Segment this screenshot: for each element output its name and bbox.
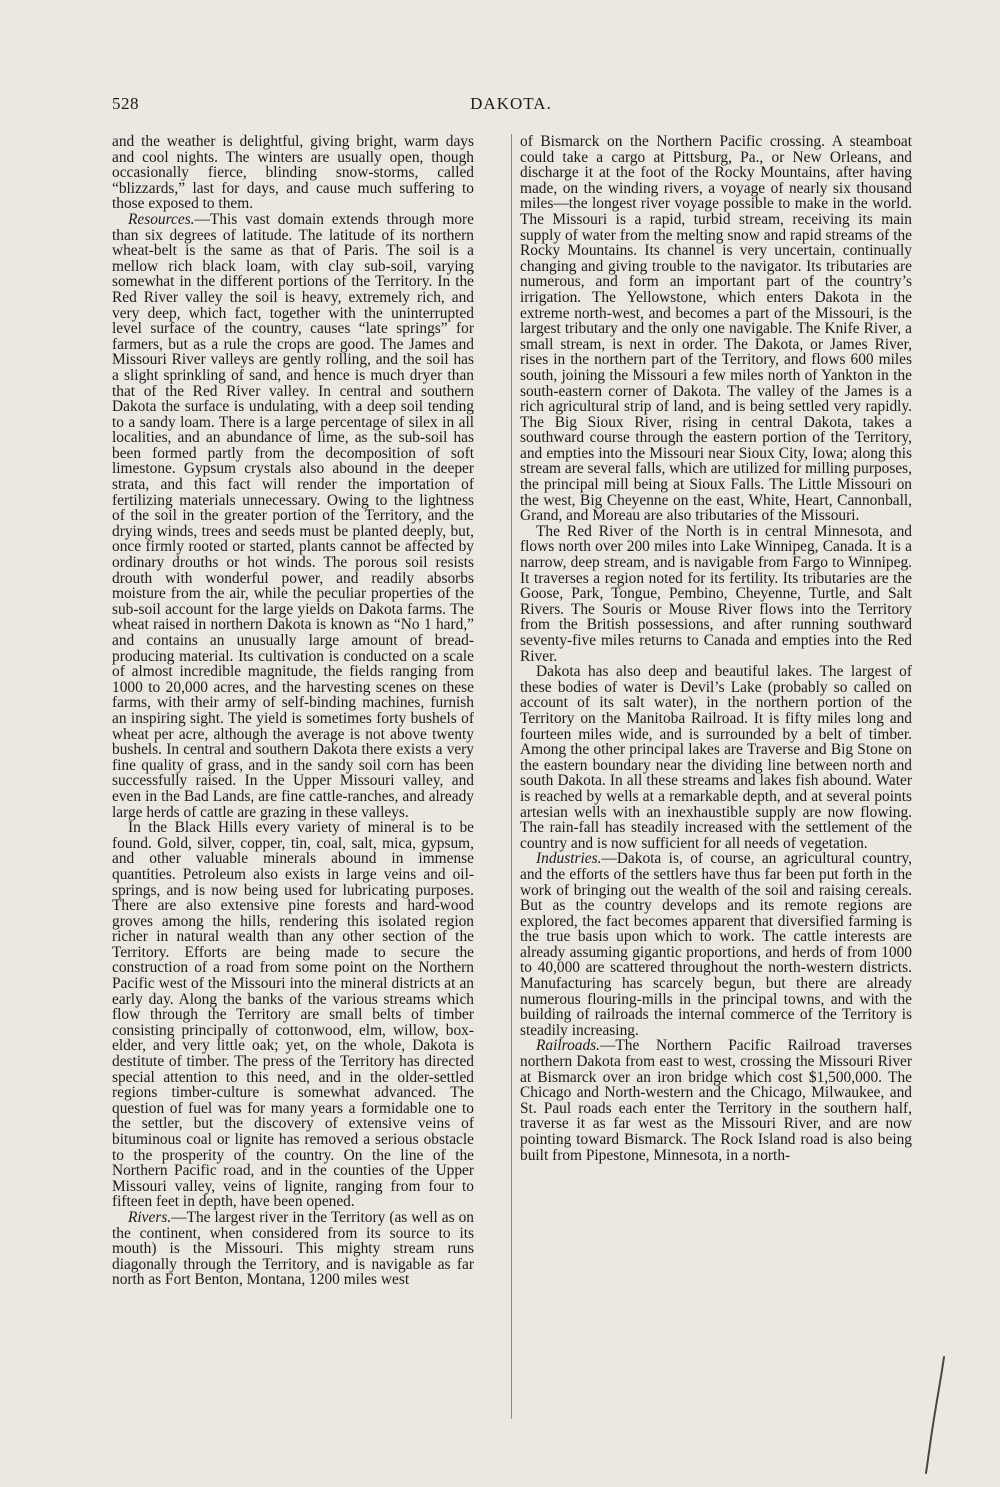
paragraph-resources xyxy=(112,212,474,820)
paragraph-rivers xyxy=(112,1210,474,1288)
paragraph-industries xyxy=(520,851,912,1038)
left-column xyxy=(112,134,474,1424)
right-column xyxy=(520,134,912,1424)
paragraph: Dakota has also deep and beautiful lakes. The largest of these bodies of water is Devil’s Lake (probably so called on account of its salt water), in the northern portion of the Territory on the Manitoba Railroad. It is fifty miles long and fourteen miles wide, and is surrounded by a belt of timber. Among the other principal lakes are Traverse and Big Stone on the eastern boundary near the dividing line between north and south Dakota. In all these streams and lakes fish abound. Water is reached by wells at a remarkable depth, and at several points artesian wells with an inexhaustible supply are now flowing. The rain-fall has steadily increased with the settlement of the country and is now sufficient for all needs of vegetation. xyxy=(520,663,912,852)
paragraph-text: —The Northern Pacific Railroad traverses northern Dakota from east to west, crossing the Missouri River at Bismarck over an iron bridge which cost $1,500,000. The Chicago and North-western and the Chicago, Milwaukee, and St. Paul roads each enter the Territory in the southern half, traverse it as far west as the Missouri River, and are now pointing toward Bismarck. The Rock Island road is also being built from Pipestone, Minnesota, in a north- xyxy=(520,1037,912,1164)
running-head: DAKOTA. xyxy=(470,94,552,113)
page-header xyxy=(112,94,910,118)
paragraph: In the Black Hills every variety of mineral is to be found. Gold, silver, copper, tin, coal, salt, mica, gypsum, and other valuable minerals abound in immense quantities. Petroleum also exists in large veins and oil-springs, and is now being used for lubricating purposes. There are also extensive pine forests and hard-wood groves among the hills, rendering this isolated region richer in natural wealth than any other section of the Territory. Efforts are being made to secure the construction of a road from some point on the Northern Pacific west of the Missouri into the mineral districts at an early day. Along the banks of the various streams which flow through the Territory are small belts of timber consisting principally of cottonwood, elm, willow, box-elder, and very little oak; yet, on the whole, Dakota is destitute of timber. The press of the Territory has directed special attention to this need, and in the older-settled regions timber-culture is somewhat advanced. The question of fuel was for many years a formidable one to the settler, but the discovery of extensive veins of bituminous coal or lignite has removed a serious obstacle to the prosperity of the country. On the line of the Northern Pacific road, and in the counties of the Upper Missouri valley, veins of lignite, ranging from four to fifteen feet in depth, have been opened. xyxy=(112,819,474,1211)
section-heading-rivers: Rivers. xyxy=(128,1208,172,1226)
paragraph-railroads xyxy=(520,1038,912,1163)
pencil-mark xyxy=(918,1355,948,1475)
column-divider xyxy=(511,134,512,1419)
paragraph: The Red River of the North is in central Minnesota, and flows north over 200 miles into Lake Winnipeg, Canada. It is a narrow, deep stream, and is navigable from Fargo to Winnipeg. It traverses a region noted for its fertility. Its tributaries are the Goose, Park, Tongue, Pembino, Cheyenne, Turtle, and Salt Rivers. The Souris or Mouse River flows into the Territory from the British possessions, and after running southward seventy-five miles returns to Canada and empties into the Red River. xyxy=(520,522,912,665)
paragraph-text: —Dakota is, of course, an agricultural country, and the efforts of the settlers have thus far been put forth in the work of bringing out the wealth of the soil and raising cereals. But as the country develops and its remote regions are explored, the fact becomes apparent that diversified farming is the true basis upon which to work. The cattle interests are already assuming gigantic proportions, and herds of from 1000 to 40,000 are scattered throughout the north-western districts. Manufacturing has scarcely begun, but there are already numerous flouring-mills in the principal towns, and with the building of railroads the internal commerce of the Territory is steadily increasing. xyxy=(520,850,912,1039)
paragraph-text: —This vast domain extends through more than six degrees of latitude. The latitude of its northern wheat-belt is the same as that of Paris. The soil is a mellow rich black loam, with clay sub-soil, varying somewhat in the different portions of the Territory. In the Red River valley the soil is heavy, extremely rich, and very deep, which fact, together with the uninterrupted level surface of the country, causes “late springs” for farmers, but as a rule the crops are good. The James and Missouri River valleys are gently rolling, and the soil has a slight sprinkling of sand, and hence is much dryer than that of the Red River valley. In central and southern Dakota the surface is undulating, with a deep soil tending to a sandy loam. There is a large percentage of silex in all localities, and an abundance of lime, as the sub-soil has been formed partly from the decomposition of soft limestone. Gypsum crystals also abound in the deeper strata, and this fact will render the importation of fertilizing materials unnecessary. Owing to the lightness of the soil in the greater portion of the Territory, and the drying winds, trees and seeds must be planted deeply, but, once firmly rooted or started, plants cannot be affected by ordinary drouths or hot winds. The porous soil resists drouth with wonderful power, and readily absorbs moisture from the air, while the peculiar properties of the sub-soil account for the large yields on Dakota farms. The wheat raised in northern Dakota is known as “No 1 hard,” and contains an unusually large amount of bread-producing material. Its cultivation is conducted on a scale of almost incredible magnitude, the fields ranging from 1000 to 20,000 acres, and the harvesting scenes on these farms, with their army of self-binding machines, furnish an inspiring sight. The yield is sometimes forty bushels of wheat per acre, although the average is not above twenty bushels. In central and southern Dakota there exists a very fine quality of grass, and in the sandy soil corn has been successfully raised. In the Upper Missouri valley, and even in the Bad Lands, are fine cattle-ranches, and already large herds of cattle are grazing in these valleys. xyxy=(112,210,474,821)
paragraph-text: —The largest river in the Territory (as well as on the continent, when considered from its source to its mouth) is the Missouri. This mighty stream runs diagonally through the Territory, and is navigable as far north as Fort Benton, Montana, 1200 miles west xyxy=(112,1208,474,1289)
paragraph: of Bismarck on the Northern Pacific crossing. A steamboat could take a cargo at Pittsburg, Pa., or New Orleans, and discharge it at the foot of the Rocky Mountains, after having made, on the winding rivers, a voyage of nearly six thousand miles—the longest river voyage possible to make in the world. The Missouri is a rapid, turbid stream, receiving its main supply of water from the melting snow and rapid streams of the Rocky Mountains. Its channel is very uncertain, continually changing and giving trouble to the navigator. Its tributaries are numerous, and form an important part of the country’s irrigation. The Yellowstone, which enters Dakota in the extreme north-west, and becomes a part of the Missouri, is the largest tributary and the only one navigable. The Knife River, a small stream, is next in order. The Dakota, or James River, rises in the northern part of the Territory, and flows 600 miles south, joining the Missouri a few miles north of Yankton in the south-eastern corner of Dakota. The valley of the James is a rich agricultural strip of land, and is being settled very rapidly. The Big Sioux River, rising in central Dakota, takes a southward course through the eastern portion of the Territory, and empties into the Missouri near Sioux City, Iowa; along this stream are several falls, which are utilized for milling purposes, the principal mill being at Sioux Falls. The Little Missouri on the west, Big Cheyenne on the east, White, Heart, Cannonball, Grand, and Moreau are also tributaries of the Missouri. xyxy=(520,134,912,525)
section-heading-railroads: Railroads. xyxy=(536,1037,600,1055)
section-heading-resources: Resources. xyxy=(128,210,195,228)
paragraph: and the weather is delightful, giving bright, warm days and cool nights. The winters are usually open, though occasionally fierce, blinding snow-storms, called “blizzards,” last for days, and cause much suffering to those exposed to them. xyxy=(112,134,474,213)
page-number: 528 xyxy=(112,94,139,113)
section-heading-industries: Industries. xyxy=(536,850,602,868)
